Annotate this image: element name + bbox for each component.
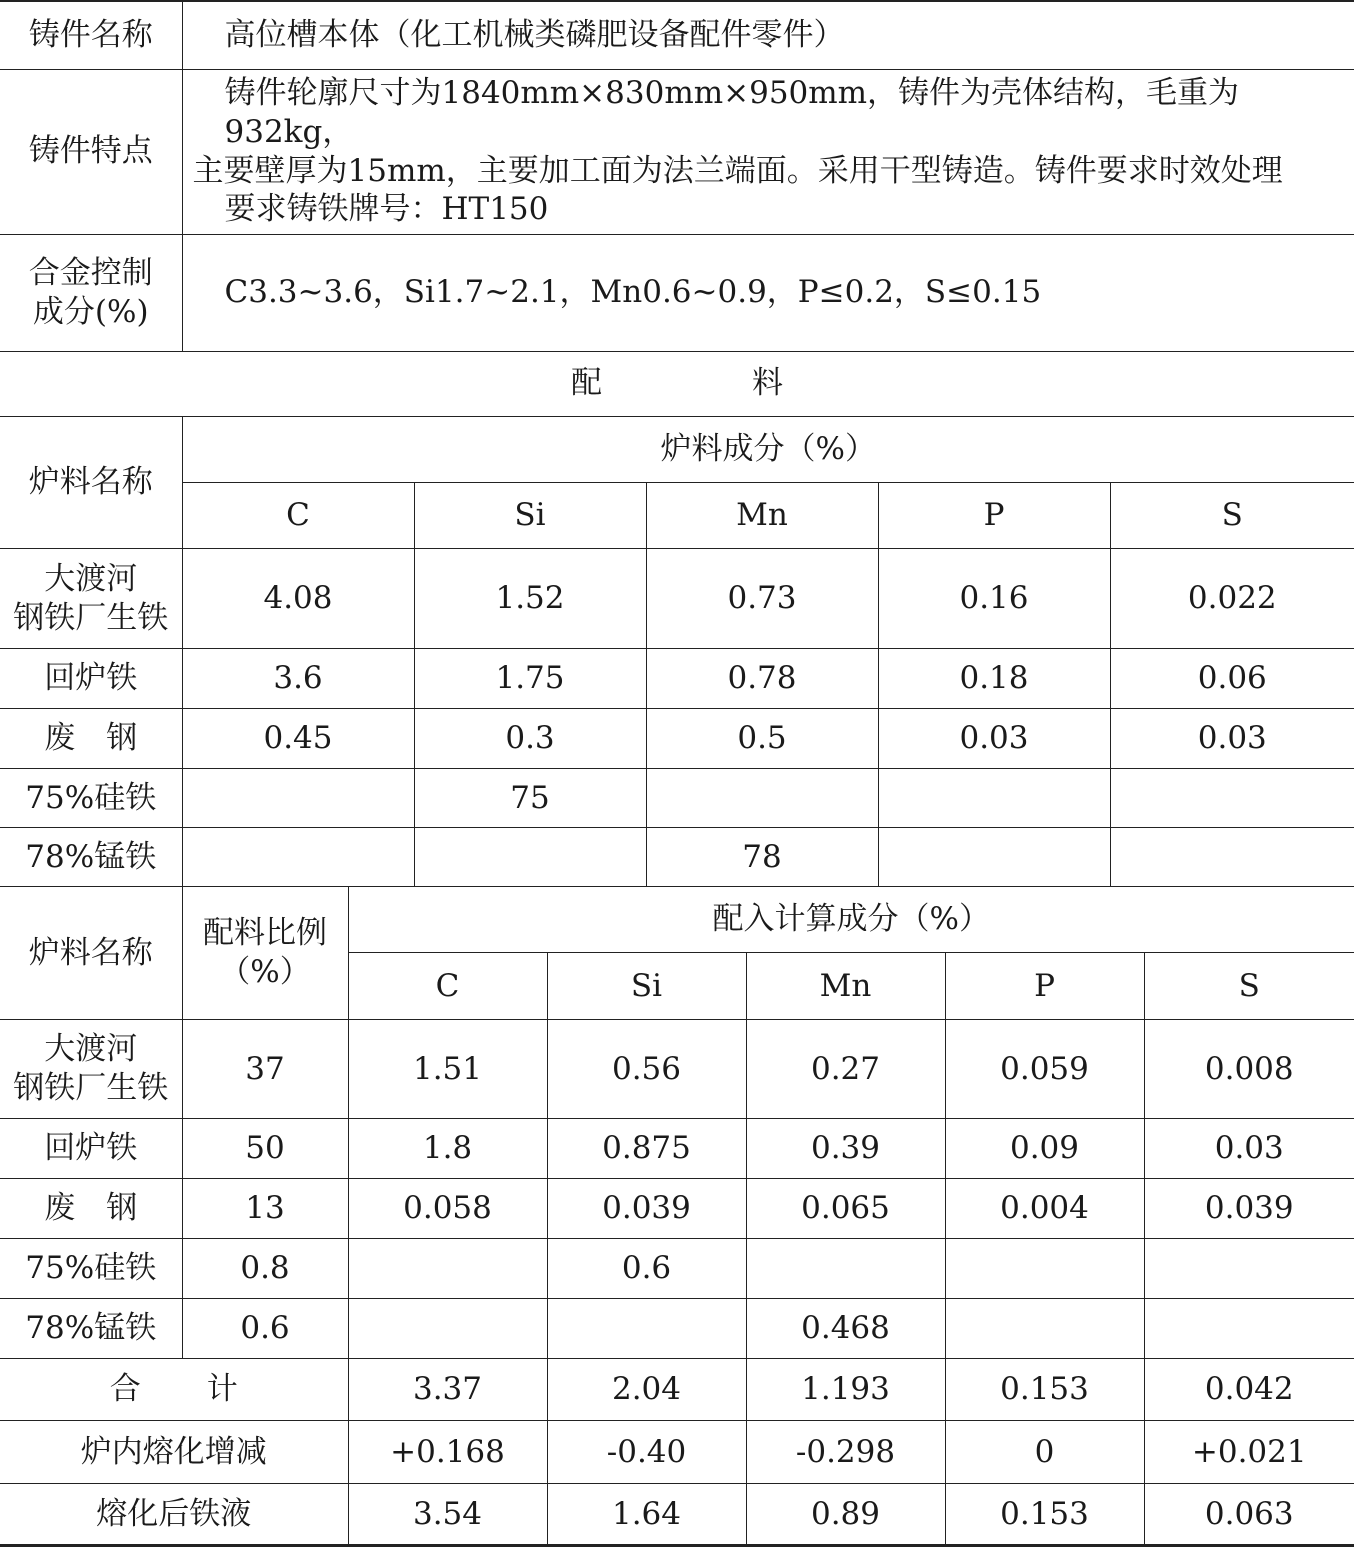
table-row xyxy=(0,1119,1354,1179)
casting-feature-label: 铸件特点 xyxy=(0,69,182,234)
casting-name-value: 高位槽本体（化工机械类磷肥设备配件零件） xyxy=(182,1,1354,69)
cell: 0.004 xyxy=(945,1179,1144,1239)
calc-col-c: C xyxy=(348,953,547,1020)
charge-col-si: Si xyxy=(414,483,646,549)
cell: 0.042 xyxy=(1144,1359,1354,1421)
change-row xyxy=(0,1421,1354,1484)
charge-group-header: 炉料成分（%） xyxy=(182,417,1354,483)
cell: +0.168 xyxy=(348,1421,547,1484)
row-label xyxy=(0,549,182,649)
cell xyxy=(878,828,1110,887)
calculated-composition-table xyxy=(0,886,1354,1547)
total-label xyxy=(0,1359,348,1421)
cell: 0.022 xyxy=(1110,549,1354,649)
feature-line-1: 铸件轮廓尺寸为1840mm×830mm×950mm，铸件为壳体结构，毛重为932kg， xyxy=(224,75,1240,150)
cell: 0.39 xyxy=(746,1119,945,1179)
cell: 1.193 xyxy=(746,1359,945,1421)
ratio-header-line-1: 配料比例 xyxy=(203,915,327,952)
cell: 1.75 xyxy=(414,649,646,709)
cell: 0.06 xyxy=(1110,649,1354,709)
calc-col-si: Si xyxy=(547,953,746,1020)
casting-info-table xyxy=(0,0,1354,352)
cell: 0.09 xyxy=(945,1119,1144,1179)
cell: 0.45 xyxy=(182,709,414,769)
cell xyxy=(348,1299,547,1359)
row-label: 废 钢 xyxy=(0,1179,182,1239)
cell: 0.063 xyxy=(1144,1484,1354,1546)
cell xyxy=(348,1239,547,1299)
table-row xyxy=(0,649,1354,709)
cell: 1.52 xyxy=(414,549,646,649)
cell: 0.065 xyxy=(746,1179,945,1239)
alloy-label xyxy=(0,234,182,351)
table-row xyxy=(0,1020,1354,1119)
charge-col-s: S xyxy=(1110,483,1354,549)
cell: 75 xyxy=(414,769,646,828)
cell: 0.89 xyxy=(746,1484,945,1546)
calc-col-s: S xyxy=(1144,953,1354,1020)
row-label-line-1: 大渡河 xyxy=(44,1031,138,1068)
table-row xyxy=(0,1179,1354,1239)
cell: 0.18 xyxy=(878,649,1110,709)
ratio-cell: 0.8 xyxy=(182,1239,348,1299)
cell: 0.27 xyxy=(746,1020,945,1119)
cell: 0.058 xyxy=(348,1179,547,1239)
ratio-cell: 13 xyxy=(182,1179,348,1239)
cell: 4.08 xyxy=(182,549,414,649)
row-label-line-2: 钢铁厂生铁 xyxy=(13,1070,169,1106)
cell xyxy=(878,769,1110,828)
cell xyxy=(1110,769,1354,828)
cell: 1.51 xyxy=(348,1020,547,1119)
table-row xyxy=(0,828,1354,887)
cell: +0.021 xyxy=(1144,1421,1354,1484)
row-label: 回炉铁 xyxy=(0,649,182,709)
row-label xyxy=(0,1020,182,1119)
section-title-right: 料 xyxy=(752,365,783,401)
row-label: 75%硅铁 xyxy=(0,1239,182,1299)
ratio-cell: 50 xyxy=(182,1119,348,1179)
cell xyxy=(1110,828,1354,887)
cell: 0.73 xyxy=(646,549,878,649)
calc-ratio-header xyxy=(182,887,348,1020)
row-label: 废 钢 xyxy=(0,709,182,769)
cell: 0.3 xyxy=(414,709,646,769)
calc-name-header: 炉料名称 xyxy=(0,887,182,1020)
cell xyxy=(1144,1239,1354,1299)
charge-col-p: P xyxy=(878,483,1110,549)
row-label: 回炉铁 xyxy=(0,1119,182,1179)
cell: 0.039 xyxy=(547,1179,746,1239)
charge-composition-table xyxy=(0,416,1354,887)
cell: 3.6 xyxy=(182,649,414,709)
cell: 0.03 xyxy=(1110,709,1354,769)
cell xyxy=(746,1239,945,1299)
section-title xyxy=(0,350,1354,417)
cell: 0.008 xyxy=(1144,1020,1354,1119)
total-label-right: 计 xyxy=(206,1371,238,1408)
melt-row xyxy=(0,1484,1354,1546)
change-label: 炉内熔化增减 xyxy=(0,1421,348,1484)
feature-line-2: 主要壁厚为15mm，主要加工面为法兰端面。采用干型铸造。铸件要求时效处理 xyxy=(192,152,1283,189)
total-row xyxy=(0,1359,1354,1421)
table-row xyxy=(0,769,1354,828)
cell xyxy=(182,769,414,828)
charge-name-header: 炉料名称 xyxy=(0,417,182,549)
cell xyxy=(1144,1299,1354,1359)
table-row xyxy=(0,709,1354,769)
melt-label: 熔化后铁液 xyxy=(0,1484,348,1546)
cell: 78 xyxy=(646,828,878,887)
cell: -0.298 xyxy=(746,1421,945,1484)
row-label: 78%锰铁 xyxy=(0,828,182,887)
charge-col-c: C xyxy=(182,483,414,549)
calc-col-mn: Mn xyxy=(746,953,945,1020)
row-label: 75%硅铁 xyxy=(0,769,182,828)
cell: 0.78 xyxy=(646,649,878,709)
cell: 0.468 xyxy=(746,1299,945,1359)
calc-col-p: P xyxy=(945,953,1144,1020)
row-label-line-1: 大渡河 xyxy=(44,560,138,597)
cell: 2.04 xyxy=(547,1359,746,1421)
cell: 0 xyxy=(945,1421,1144,1484)
ratio-cell: 37 xyxy=(182,1020,348,1119)
charge-col-mn: Mn xyxy=(646,483,878,549)
cell: 1.8 xyxy=(348,1119,547,1179)
cell: 0.03 xyxy=(878,709,1110,769)
cell xyxy=(945,1239,1144,1299)
calc-group-header: 配入计算成分（%） xyxy=(348,887,1354,953)
cell xyxy=(414,828,646,887)
row-label-line-2: 钢铁厂生铁 xyxy=(13,599,169,636)
cell: 0.5 xyxy=(646,709,878,769)
cell: 0.875 xyxy=(547,1119,746,1179)
table-row xyxy=(0,1299,1354,1359)
cell: 0.039 xyxy=(1144,1179,1354,1239)
cell: 3.54 xyxy=(348,1484,547,1546)
casting-feature-text xyxy=(182,69,1354,234)
cell: 1.64 xyxy=(547,1484,746,1546)
alloy-label-line-2: 成分(%) xyxy=(32,293,149,330)
table-row xyxy=(0,549,1354,649)
cell xyxy=(945,1299,1144,1359)
alloy-value: C3.3~3.6，Si1.7~2.1，Mn0.6~0.9，P≤0.2，S≤0.15 xyxy=(182,234,1354,351)
feature-line-3: 要求铸铁牌号：HT150 xyxy=(224,191,549,228)
cell: 0.6 xyxy=(547,1239,746,1299)
cell: 3.37 xyxy=(348,1359,547,1421)
cell: 0.56 xyxy=(547,1020,746,1119)
alloy-label-line-1: 合金控制 xyxy=(28,254,153,291)
cell: 0.153 xyxy=(945,1484,1144,1546)
table-row xyxy=(0,1239,1354,1299)
casting-name-label: 铸件名称 xyxy=(0,1,182,69)
row-label: 78%锰铁 xyxy=(0,1299,182,1359)
cell: 0.16 xyxy=(878,549,1110,649)
ratio-header-line-2: （%） xyxy=(219,954,311,990)
total-label-left: 合 xyxy=(109,1371,141,1408)
cell: 0.059 xyxy=(945,1020,1144,1119)
cell: -0.40 xyxy=(547,1421,746,1484)
cell xyxy=(182,828,414,887)
section-title-left: 配 xyxy=(571,365,602,401)
cell: 0.03 xyxy=(1144,1119,1354,1179)
cell xyxy=(547,1299,746,1359)
ratio-cell: 0.6 xyxy=(182,1299,348,1359)
cell: 0.153 xyxy=(945,1359,1144,1421)
cell xyxy=(646,769,878,828)
